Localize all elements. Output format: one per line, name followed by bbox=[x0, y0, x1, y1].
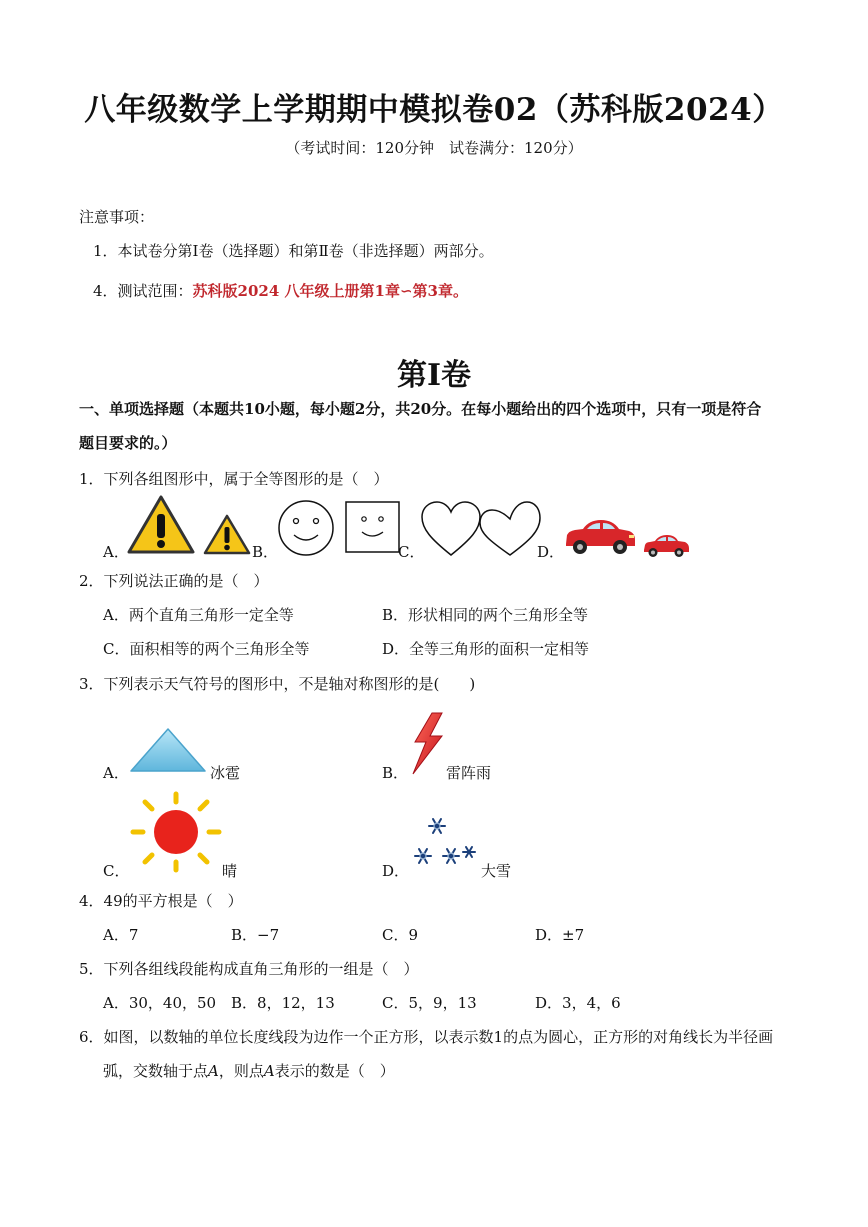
q4-option-a: A．7 bbox=[103, 926, 139, 944]
car-small-icon bbox=[642, 534, 690, 558]
q3-option-c: C． bbox=[103, 862, 130, 880]
q3-option-d: D． bbox=[382, 862, 410, 880]
q3-stem: 3．下列表示天气符号的图形中，不是轴对称图形的是( ) bbox=[79, 675, 476, 693]
q4-stem: 4．49的平方根是（ ） bbox=[79, 892, 243, 910]
q4-option-b: B．−7 bbox=[231, 926, 280, 944]
q5-option-d: D．3，4，6 bbox=[535, 994, 621, 1012]
sun-icon bbox=[127, 790, 225, 874]
q6-text-2: ，则点 bbox=[218, 1062, 264, 1080]
section-heading-line2: 题目要求的。） bbox=[79, 434, 177, 452]
test-range: 苏科版2024 八年级上册第1章∽第3章。 bbox=[192, 282, 468, 300]
q3-option-a: A． bbox=[103, 764, 129, 782]
snowflake-cluster-icon bbox=[407, 812, 483, 874]
point-a-label-2: A bbox=[263, 1062, 275, 1080]
exam-info: （考试时间：120分钟 试卷满分：120分） bbox=[285, 139, 583, 157]
q3-option-d-text: 大雪 bbox=[481, 862, 512, 880]
heart-icon-2 bbox=[479, 501, 541, 557]
q3-option-c-text: 晴 bbox=[222, 862, 238, 880]
q2-stem: 2．下列说法正确的是（ ） bbox=[79, 572, 269, 590]
note-item-4-prefix: 4．测试范围： bbox=[93, 282, 193, 300]
q6-text-3: 表示的数是（ ） bbox=[274, 1062, 395, 1080]
q5-option-b: B．8，12，13 bbox=[231, 994, 335, 1012]
section-heading-line1: 一、单项选择题（本题共10小题，每小题2分，共20分。在每小题给出的四个选项中，只有一项是符合 bbox=[79, 400, 762, 418]
note-item-1: 1．本试卷分第Ⅰ卷（选择题）和第Ⅱ卷（非选择题）两部分。 bbox=[93, 242, 494, 260]
point-a-label: A bbox=[208, 1062, 219, 1080]
q6-text-1: 弧，交数轴于点 bbox=[103, 1062, 209, 1080]
notes-heading: 注意事项： bbox=[79, 208, 155, 226]
q3-option-b-text: 雷阵雨 bbox=[446, 764, 492, 782]
volume-title: 第Ⅰ卷 bbox=[396, 358, 472, 393]
q3-option-a-text: 冰雹 bbox=[210, 764, 241, 782]
smiley-square-icon bbox=[345, 501, 401, 553]
q6-stem-line1: 6．如图，以数轴的单位长度线段为边作一个正方形，以表示数1的点为圆心，正方形的对角线长为半径画 bbox=[79, 1028, 774, 1046]
q1-option-a: A． bbox=[103, 543, 129, 561]
q5-option-c: C．5，9，13 bbox=[382, 994, 477, 1012]
q2-option-b: B．形状相同的两个三角形全等 bbox=[382, 606, 589, 624]
heart-icon bbox=[421, 501, 481, 557]
q3-option-b: B． bbox=[382, 764, 409, 782]
car-large-icon bbox=[563, 518, 637, 556]
warning-triangle-small-icon bbox=[203, 514, 251, 556]
q2-option-c: C．面积相等的两个三角形全等 bbox=[103, 640, 310, 658]
hail-triangle-icon bbox=[128, 725, 208, 775]
warning-triangle-large-icon bbox=[126, 494, 196, 556]
q5-option-a: A．30，40，50 bbox=[103, 994, 217, 1012]
note-item-4 bbox=[93, 280, 468, 301]
q1-option-d: D． bbox=[537, 543, 565, 561]
q2-option-a: A．两个直角三角形一定全等 bbox=[103, 606, 294, 624]
q1-option-b: B． bbox=[252, 543, 279, 561]
q4-option-d: D．±7 bbox=[535, 926, 585, 944]
q2-option-d: D．全等三角形的面积一定相等 bbox=[382, 640, 590, 658]
q1-stem: 1．下列各组图形中，属于全等图形的是（ ） bbox=[79, 470, 389, 488]
q5-stem: 5．下列各组线段能构成直角三角形的一组是（ ） bbox=[79, 960, 419, 978]
q6-stem-line2 bbox=[103, 1060, 395, 1081]
q4-option-c: C．9 bbox=[382, 926, 419, 944]
smiley-circle-icon bbox=[276, 499, 336, 557]
q1-option-c: C． bbox=[398, 543, 425, 561]
page-title: 八年级数学上学期期中模拟卷02（苏科版2024） bbox=[84, 92, 784, 128]
lightning-icon bbox=[408, 712, 448, 776]
